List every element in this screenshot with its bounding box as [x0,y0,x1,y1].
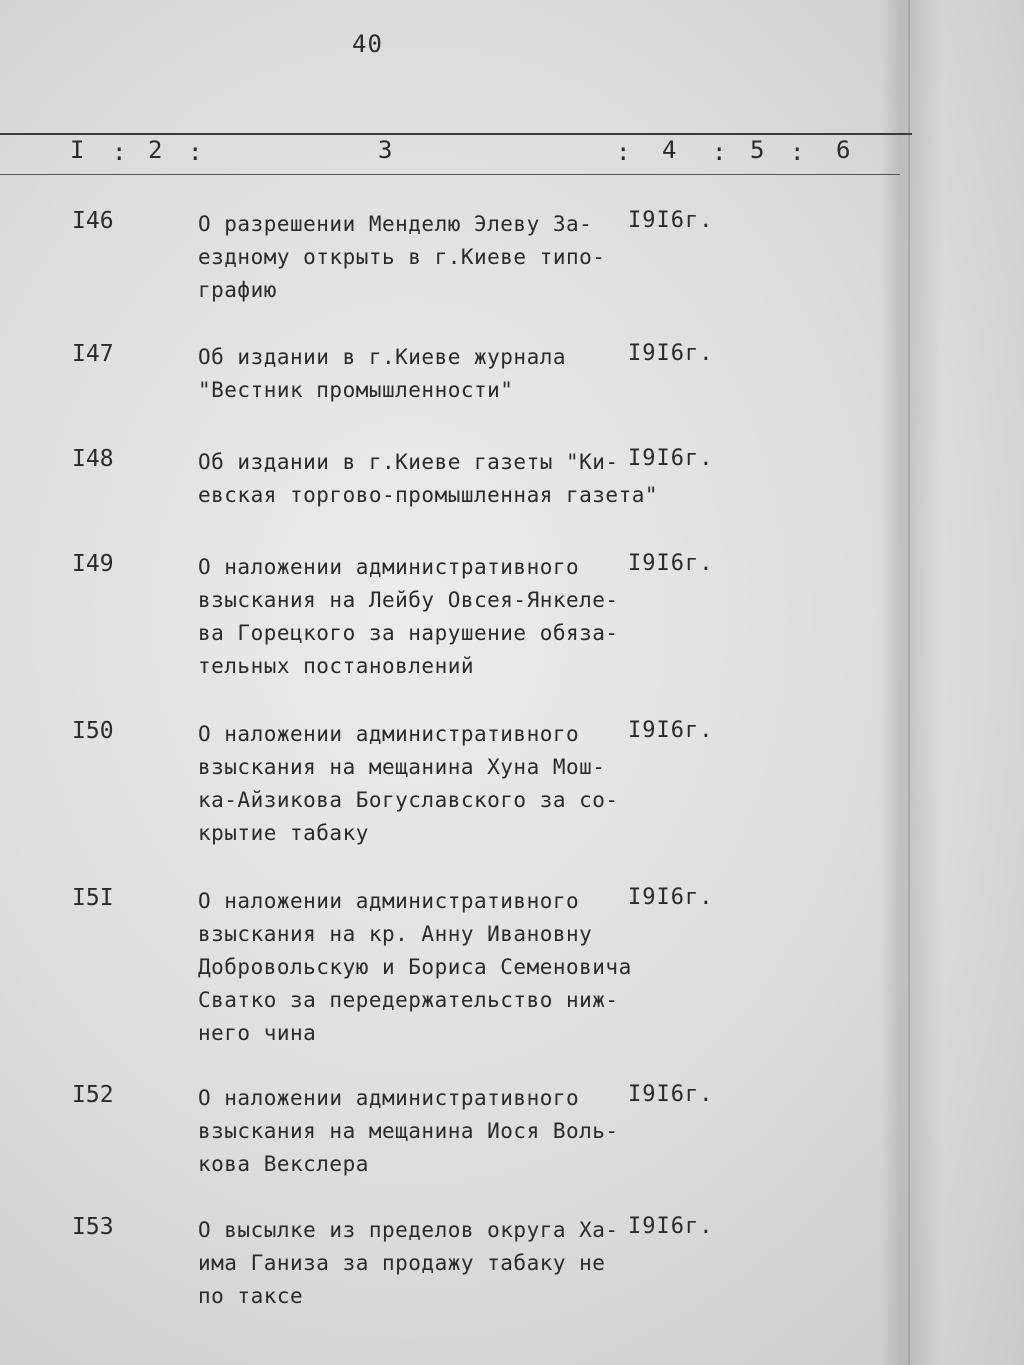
entry-title-line: ездному открыть в г.Киеве типо- [198,245,606,269]
entry-title-line: взыскания на мещанина Иося Воль- [198,1119,619,1143]
entry-year: I9I6г. [628,551,714,576]
column-header-6: 6 [836,136,851,164]
entry-year: I9I6г. [628,208,714,233]
entry-title [198,718,658,850]
entry-title-line: Об издании в г.Киеве газеты "Ки- [198,450,619,474]
header-bottom-rule [0,174,900,175]
column-separator: : [112,138,127,166]
column-header-3: 3 [378,136,393,164]
entry-title-line: взыскания на кр. Анну Ивановну [198,922,593,946]
entry-title-line: тельных постановлений [198,654,475,678]
column-header-2: 2 [148,136,163,164]
entry-year: I9I6г. [628,446,714,471]
entry-title-line: Сватко за передержательство ниж- [198,988,619,1012]
column-header-1: I [70,136,85,164]
entry-title-line: взыскания на Лейбу Овсея-Янкеле- [198,588,619,612]
entry-title-line: Добровольскую и Бориса Семеновича [198,955,632,979]
entry-title [198,1082,658,1181]
entry-number: I52 [72,1082,114,1108]
entry-title-line: евская торгово-промышленная газета" [198,483,659,507]
entry-title-line: крытие табаку [198,821,369,845]
entry-title-line: има Ганиза за продажу табаку не [198,1251,606,1275]
entry-year: I9I6г. [628,1214,714,1239]
entry-title-line: О наложении административного [198,889,580,913]
entry-title-line: ка-Айзикова Богуславского за со- [198,788,619,812]
entry-title [198,1214,658,1313]
entry-title-line: О разрешении Менделю Элеву За- [198,212,593,236]
entry-title-line: Об издании в г.Киеве журнала [198,345,567,369]
header-top-rule [0,133,912,135]
entry-title-line: графию [198,278,277,302]
entry-title [198,341,658,407]
entry-title-line: кова Векслера [198,1152,369,1176]
column-separator: : [616,138,631,166]
entry-title-line: О наложении административного [198,1086,580,1110]
entry-number: I53 [72,1214,114,1240]
entry-title-line: "Вестник промышленности" [198,378,514,402]
entry-title [198,885,658,1050]
entry-title [198,551,658,683]
entry-title-line: О высылке из пределов округа Ха- [198,1218,619,1242]
page-fold-edge [908,0,910,1365]
page-number: 40 [352,30,383,58]
entry-title-line: О наложении административного [198,555,580,579]
entry-number: I48 [72,446,114,472]
entry-number: I46 [72,208,114,234]
column-header-4: 4 [662,136,677,164]
entry-title-line: О наложении административного [198,722,580,746]
column-separator: : [712,138,727,166]
entry-title-line: взыскания на мещанина Хуна Мош- [198,755,606,779]
entry-year: I9I6г. [628,885,714,910]
entry-title-line: ва Горецкого за нарушение обяза- [198,621,619,645]
entry-number: I49 [72,551,114,577]
entry-number: I5I [72,885,114,911]
entry-title [198,446,658,512]
entry-number: I50 [72,718,114,744]
entry-year: I9I6г. [628,718,714,743]
entry-number: I47 [72,341,114,367]
entry-year: I9I6г. [628,341,714,366]
entry-year: I9I6г. [628,1082,714,1107]
column-separator: : [188,138,203,166]
column-header-5: 5 [750,136,765,164]
entry-title-line: него чина [198,1021,317,1045]
column-separator: : [790,138,805,166]
entry-title-line: по таксе [198,1284,304,1308]
entry-title [198,208,658,307]
